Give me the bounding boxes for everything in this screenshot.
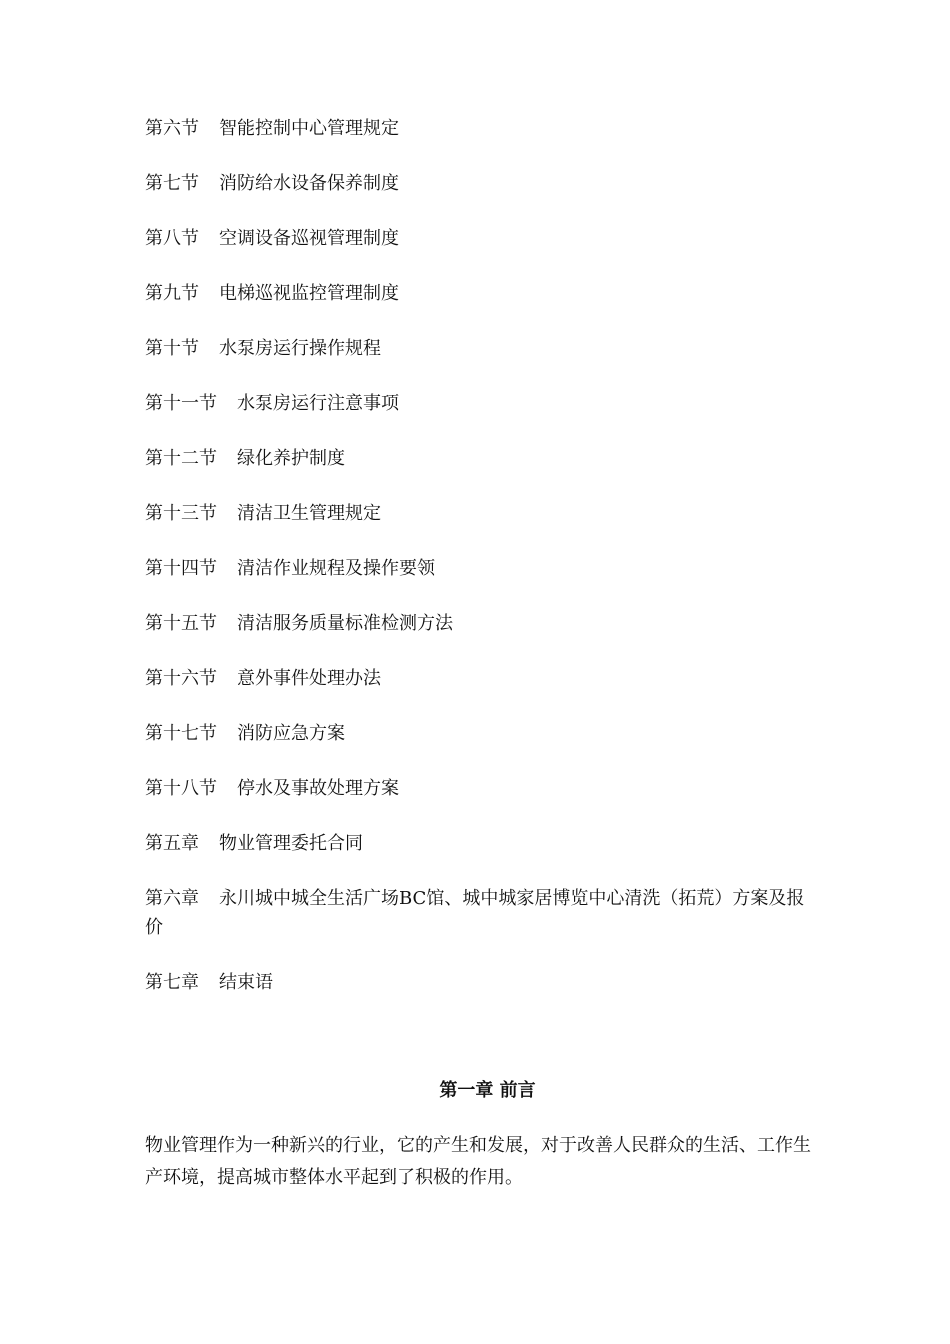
- toc-entry-number: 第十五节: [145, 613, 217, 634]
- toc-entry: [145, 968, 815, 997]
- toc-entry-number: 第十二节: [145, 448, 217, 469]
- toc-entry-title: 停水及事故处理方案: [237, 778, 399, 799]
- toc-entry-number: 第十六节: [145, 668, 217, 689]
- toc-entry: [145, 884, 815, 942]
- toc-entry: [145, 829, 815, 858]
- toc-entry-number: 第十四节: [145, 558, 217, 579]
- toc-entry-number: 第九节: [145, 283, 199, 304]
- toc-entry-title: 清洁服务质量标准检测方法: [237, 613, 453, 634]
- toc-entry-title: 消防应急方案: [237, 723, 345, 744]
- toc-entry-number: 第六章: [145, 888, 199, 909]
- toc-entry-title: 物业管理委托合同: [219, 833, 363, 854]
- toc-entry-title: 永川城中城全生活广场BC馆、城中城家居博览中心清洗（拓荒）方案及报价: [145, 888, 805, 938]
- toc-entry-title: 水泵房运行操作规程: [219, 338, 381, 359]
- toc-entry-title: 清洁卫生管理规定: [237, 503, 381, 524]
- toc-entry-title: 消防给水设备保养制度: [219, 173, 399, 194]
- toc-entry: [145, 389, 815, 418]
- toc-entry: [145, 774, 815, 803]
- toc-entry: [145, 114, 815, 143]
- toc-entry: [145, 444, 815, 473]
- toc-entry-number: 第十八节: [145, 778, 217, 799]
- toc-entry-number: 第十节: [145, 338, 199, 359]
- toc-entry-number: 第十一节: [145, 393, 217, 414]
- toc-entry: [145, 169, 815, 198]
- toc-entry: [145, 719, 815, 748]
- toc-entry-number: 第十三节: [145, 503, 217, 524]
- toc-entry-title: 绿化养护制度: [237, 448, 345, 469]
- toc-entry: [145, 499, 815, 528]
- toc-entry-number: 第七节: [145, 173, 199, 194]
- toc-entry-number: 第六节: [145, 118, 199, 139]
- toc-entry-number: 第八节: [145, 228, 199, 249]
- toc-entry-title: 智能控制中心管理规定: [219, 118, 399, 139]
- toc-entry-title: 清洁作业规程及操作要领: [237, 558, 435, 579]
- toc-entry: [145, 664, 815, 693]
- toc-entry: [145, 609, 815, 638]
- chapter-heading: 第一章 前言: [439, 1080, 536, 1101]
- toc-entry-title: 水泵房运行注意事项: [237, 393, 399, 414]
- toc-entry: [145, 334, 815, 363]
- table-of-contents: [145, 114, 815, 1023]
- toc-entry-title: 意外事件处理办法: [237, 668, 381, 689]
- toc-entry-number: 第五章: [145, 833, 199, 854]
- toc-entry-number: 第十七节: [145, 723, 217, 744]
- toc-entry-title: 空调设备巡视管理制度: [219, 228, 399, 249]
- toc-entry-number: 第七章: [145, 972, 199, 993]
- toc-entry-title: 电梯巡视监控管理制度: [219, 283, 399, 304]
- toc-entry: [145, 224, 815, 253]
- toc-entry-title: 结束语: [219, 972, 273, 993]
- intro-paragraph: 物业管理作为一种新兴的行业，它的产生和发展，对于改善人民群众的生活、工作生产环境，提高城市整体水平起到了积极的作用。: [145, 1135, 811, 1188]
- toc-entry: [145, 279, 815, 308]
- toc-entry: [145, 554, 815, 583]
